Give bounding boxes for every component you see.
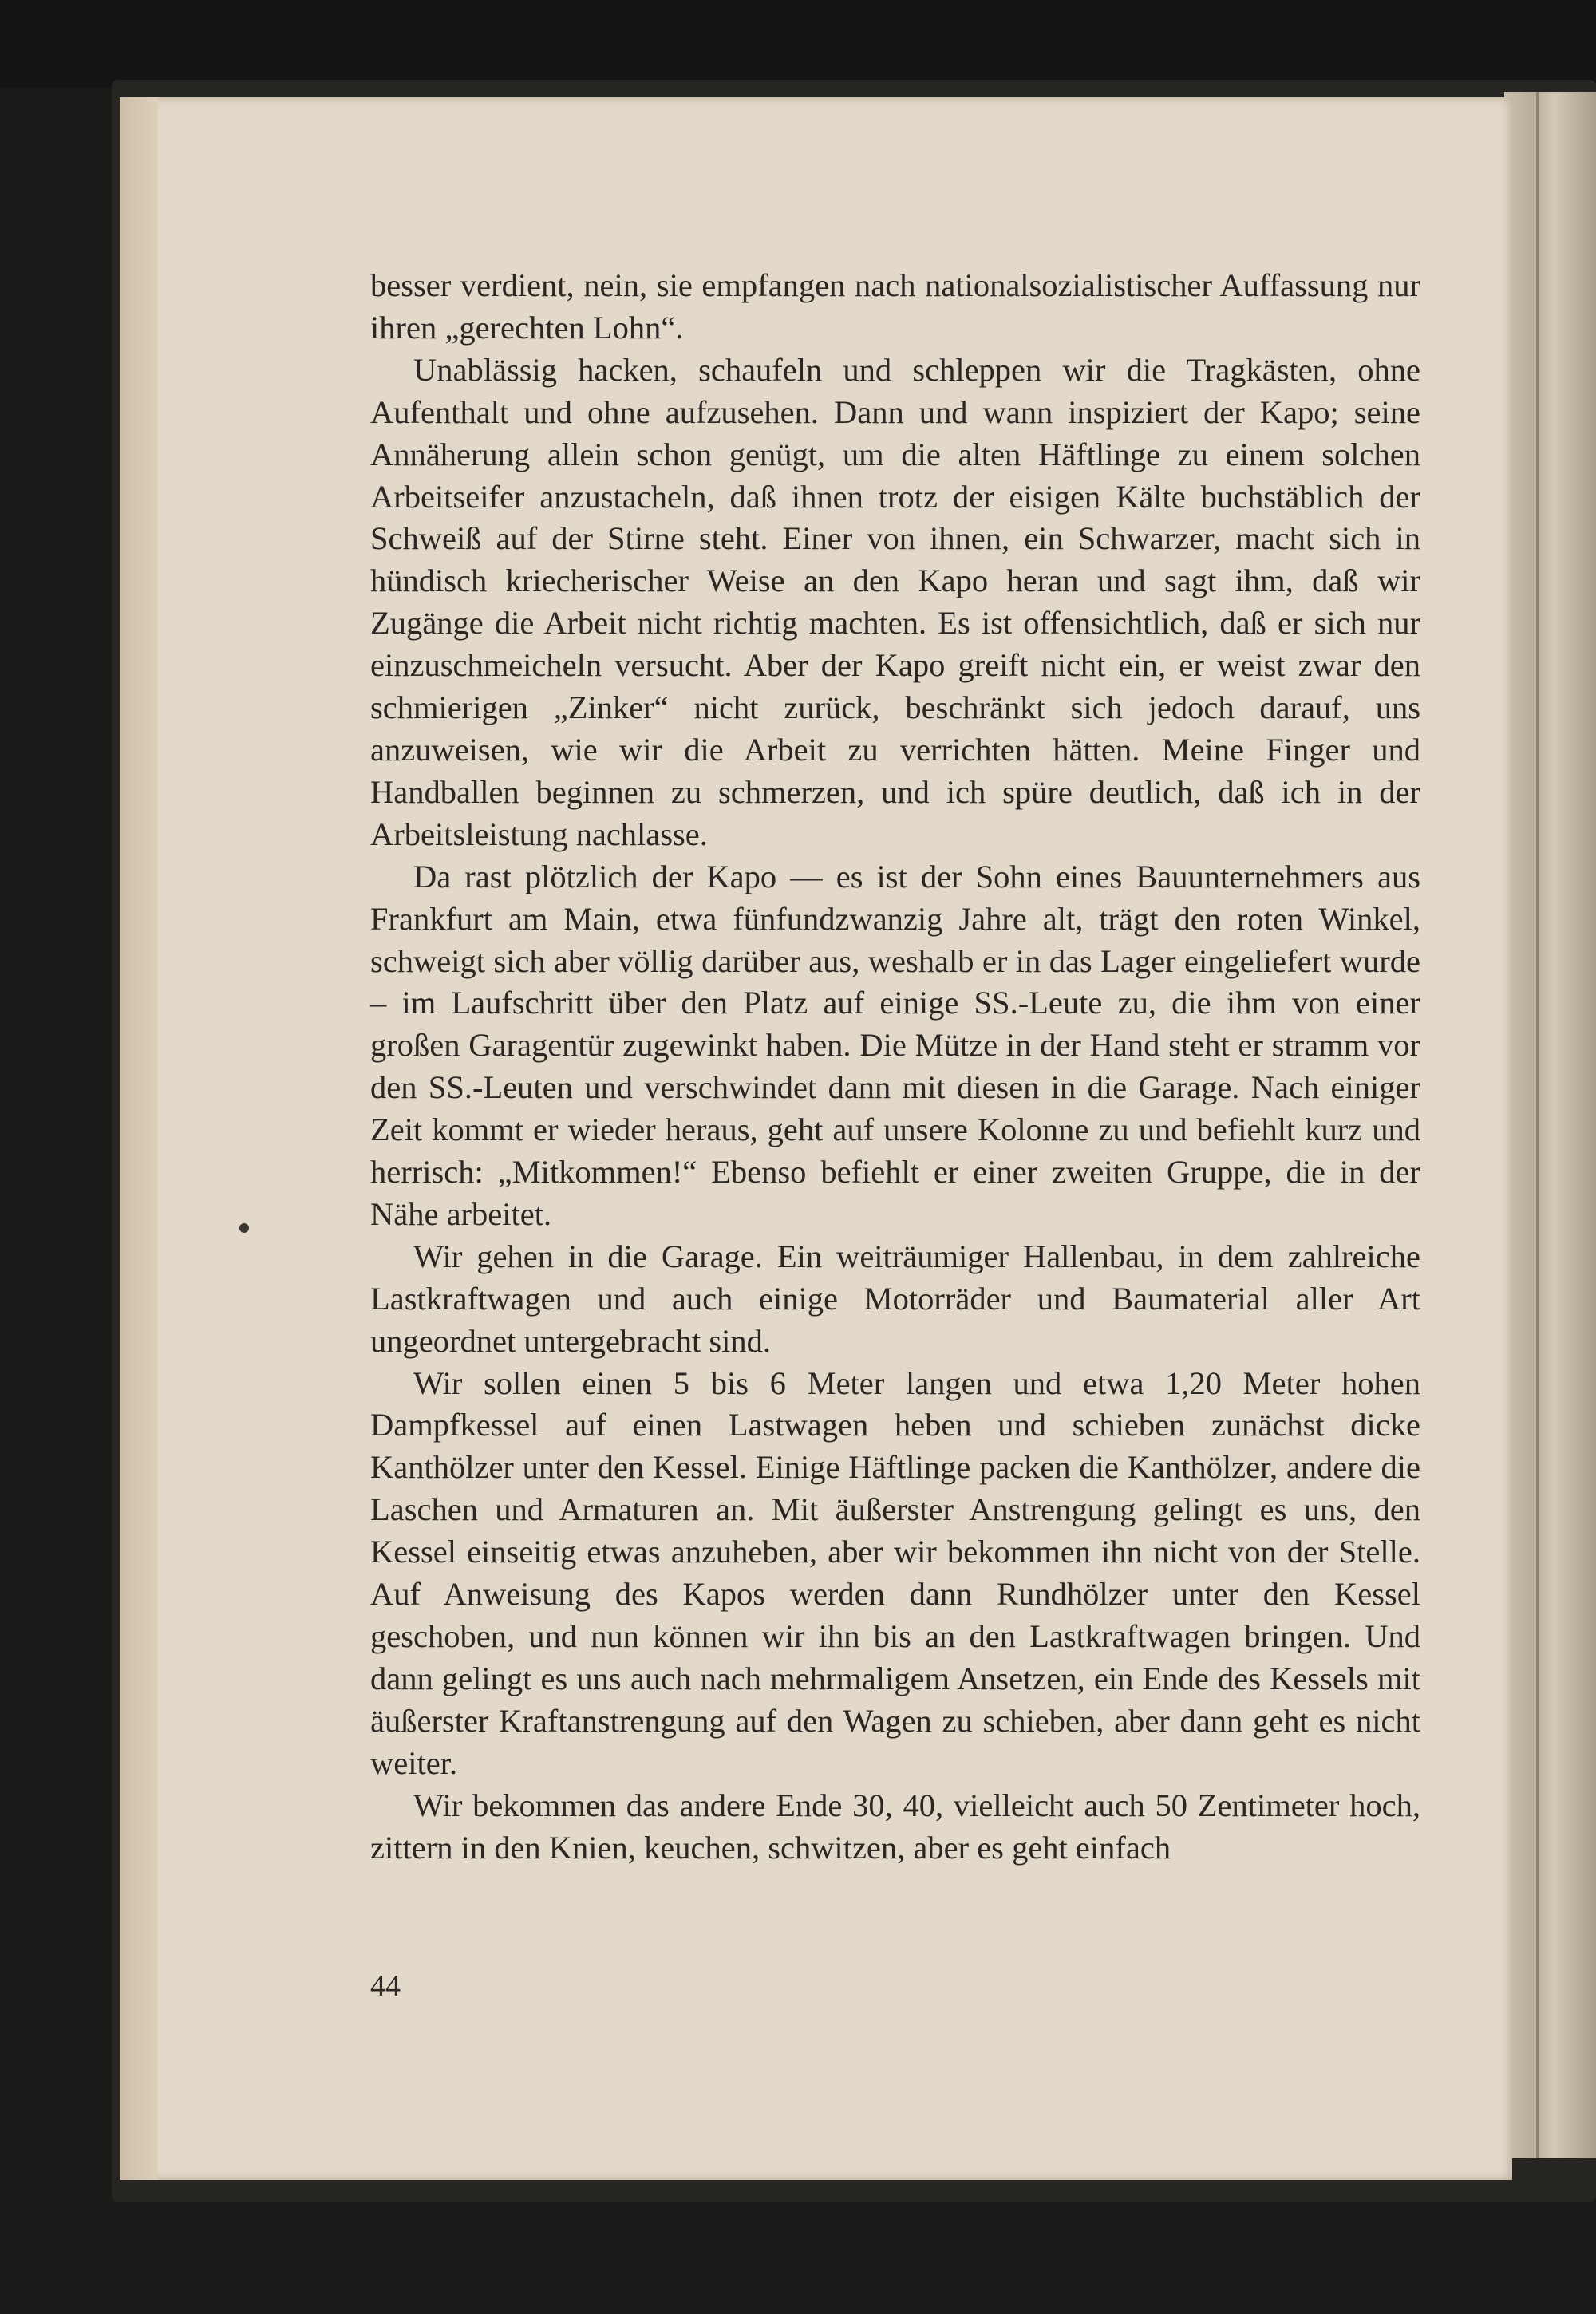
page-number: 44 (370, 1969, 401, 2003)
paragraph-3: Da rast plötzlich der Kapo — es ist der Sohn eines Bauunternehmers aus Frankfurt am Main, etwa fünfundzwanzig Jahre alt, trägt den roten Winkel, schweigt sich aber völlig darüber aus, weshalb er in das Lager eingeliefert wurde – im Laufschritt über den Platz auf einige SS.-Leute zu, die ihm von einer großen Garagentür zugewinkt haben. Die Mütze in der Hand steht er stramm vor den SS.-Leuten und verschwindet dann mit diesen in die Garage. Nach einiger Zeit kommt er wieder heraus, geht auf unsere Kolonne zu und befiehlt kurz und herrisch: „Mitkommen!“ Ebenso befiehlt er einer zweiten Gruppe, die in der Nähe arbeitet. (370, 858, 1420, 1232)
paragraph-4: Wir gehen in die Garage. Ein weiträumiger Hallenbau, in dem zahlreiche Lastkraftwagen und auch einige Motorräder und Baumaterial aller Art ungeordnet untergebracht sind. (370, 1238, 1420, 1359)
page-gutter (120, 97, 158, 2180)
paragraph-1: besser verdient, nein, sie empfangen nach nationalsozialistischer Auffassung nur ihren „gerechten Lohn“. (370, 267, 1420, 346)
page-edge-line (1536, 92, 1539, 2158)
background (0, 0, 1596, 88)
paper-spot (239, 1223, 249, 1233)
body-text (370, 265, 1420, 1869)
paragraph-5: Wir sollen einen 5 bis 6 Meter langen und etwa 1,20 Meter hohen Dampfkessel auf einen Lastwagen heben und schieben zunächst dicke Kanthölzer unter den Kessel. Einige Häftlinge packen die Kanthölzer, andere die Laschen und Armaturen an. Mit äußerster Anstrengung gelingt es uns, den Kessel einseitig etwas anzuheben, aber wir bekommen ihn nicht von der Stelle. Auf Anweisung des Kapos werden dann Rundhölzer unter den Kessel geschoben, und nun können wir ihn bis an den Lastkraftwagen bringen. Und dann gelingt es uns auch nach mehrmaligem Ansetzen, ein Ende des Kessels mit äußerster Kraftanstrengung auf den Wagen zu schieben, aber dann geht es nicht weiter. (370, 1364, 1420, 1781)
paragraph-2: Unablässig hacken, schaufeln und schleppen wir die Tragkästen, ohne Aufenthalt und ohne aufzusehen. Dann und wann inspiziert der Kapo; seine Annäherung allein schon genügt, um die alten Häftlinge zu einem solchen Arbeitseifer anzustacheln, daß ihnen trotz der eisigen Kälte buchstäblich der Schweiß auf der Stirne steht. Einer von ihnen, ein Schwarzer, macht sich in hündisch kriecherischer Weise an den Kapo heran und sagt ihm, daß wir Zugänge die Arbeit nicht richtig machten. Es ist offensichtlich, daß er sich nur einzuschmeicheln versucht. Aber der Kapo greift nicht ein, er weist zwar den schmierigen „Zinker“ nicht zurück, beschränkt sich jedoch darauf, uns anzuweisen, wie wir die Arbeit zu verrichten hätten. Meine Finger und Handballen beginnen zu schmerzen, und ich spüre deutlich, daß ich in der Arbeitsleistung nachlasse. (370, 351, 1420, 852)
paragraph-6: Wir bekommen das andere Ende 30, 40, vielleicht auch 50 Zentimeter hoch, zittern in den Knien, keuchen, schwitzen, aber es geht einfach (370, 1787, 1420, 1866)
page-edges (1504, 92, 1596, 2158)
